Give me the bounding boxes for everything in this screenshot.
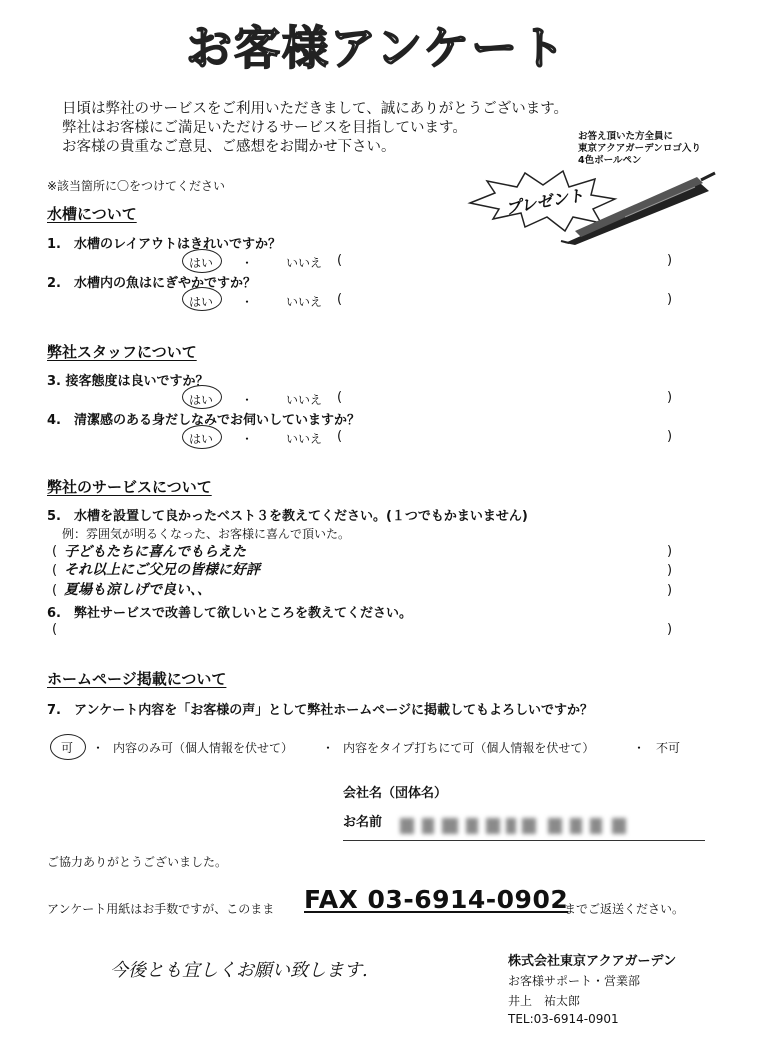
q4-separator: ・ (241, 432, 254, 446)
company-tel: TEL:03-6914-0901 (508, 1012, 619, 1026)
q1-close-paren: ) (667, 253, 673, 268)
company-person: 井上 祐太郎 (508, 994, 581, 1008)
intro-line-2: 弊社はお客様にご満足いただけるサービスを目指しています。 (62, 120, 467, 136)
q1-selected-circle (182, 249, 222, 273)
q3-answer-yes[interactable]: はい (189, 393, 214, 407)
company-dept: お客様サポート・営業部 (508, 974, 641, 988)
present-note-1: お答え頂いた方全員に (578, 131, 674, 142)
q3-open-paren: ( (337, 390, 343, 405)
q5-example: 例：雰囲気が明るくなった、お客様に喜んで頂いた。 (62, 527, 351, 541)
q5-answer-1-close-paren: ) (667, 544, 673, 559)
q3-selected-circle (182, 385, 222, 409)
q5-answer-2: それ以上にご父兄の皆様に好評 (64, 562, 260, 578)
q7-option-deny[interactable]: 不可 (656, 741, 681, 755)
q6-close-paren: ) (667, 622, 673, 637)
name-underline (343, 840, 705, 841)
intro-line-1: 日頃は弊社のサービスをご利用いただきまして、誠にありがとうございます。 (62, 101, 569, 117)
q5-answer-3-close-paren: ) (667, 583, 673, 598)
q5-answer-1-open-paren: ( (52, 544, 58, 559)
present-label: プレゼント (503, 185, 586, 219)
q1-separator: ・ (241, 256, 254, 270)
q5-answer-3: 夏場も涼しげで良い、、 (64, 582, 211, 598)
q3-separator: ・ (241, 393, 254, 407)
section-heading-service: 弊社のサービスについて (47, 478, 212, 496)
q4-open-paren: ( (337, 429, 343, 444)
q5-answer-2-close-paren: ) (667, 563, 673, 578)
company-name: 株式会社東京アクアガーデン (508, 954, 677, 969)
q3-close-paren: ) (667, 390, 673, 405)
question-4: 4. 清潔感のある身だしなみでお伺いしていますか？ (47, 413, 360, 428)
q7-option-allow[interactable]: 可 (61, 741, 74, 755)
section-heading-staff: 弊社スタッフについて (47, 343, 197, 361)
q3-answer-no[interactable]: いいえ (286, 393, 323, 407)
q4-answer-no[interactable]: いいえ (286, 432, 323, 446)
q2-separator: ・ (241, 295, 254, 309)
company-name-label: 会社名（団体名） (343, 786, 448, 801)
q4-answer-yes[interactable]: はい (189, 432, 214, 446)
question-6: 6. 弊社サービスで改善して欲しいところを教えてください。 (47, 606, 412, 621)
q2-answer-no[interactable]: いいえ (286, 295, 323, 309)
q2-open-paren: ( (337, 292, 343, 307)
page-title: お客様アンケート (186, 21, 568, 75)
question-3: 3. 接客態度は良いですか？ (47, 374, 209, 389)
section-heading-tank: 水槽について (47, 205, 137, 223)
q5-answer-2-open-paren: ( (52, 563, 58, 578)
q7-separator-2: ・ (322, 741, 335, 755)
q7-option-typed[interactable]: 内容をタイプ打ちにて可（個人情報を伏せて） (343, 741, 595, 755)
q2-selected-circle (182, 287, 222, 311)
q1-answer-yes[interactable]: はい (189, 256, 214, 270)
q2-close-paren: ) (667, 292, 673, 307)
q4-close-paren: ) (667, 429, 673, 444)
q6-open-paren: ( (52, 622, 58, 637)
q7-option-content-only[interactable]: 内容のみ可（個人情報を伏せて） (113, 741, 294, 755)
q2-answer-yes[interactable]: はい (189, 295, 214, 309)
intro-line-3: お客様の貴重なご意見、ご感想をお聞かせ下さい。 (62, 139, 396, 155)
q7-separator-1: ・ (92, 741, 105, 755)
fax-number: FAX 03-6914-0902 (304, 885, 569, 914)
customer-name-label: お名前 (343, 815, 383, 830)
q1-answer-no[interactable]: いいえ (286, 256, 323, 270)
q7-selected-circle (50, 734, 86, 760)
q1-open-paren: ( (337, 253, 343, 268)
present-note-2: 東京アクアガーデンロゴ入り (578, 143, 701, 154)
closing-message: 今後とも宜しくお願い致します. (110, 960, 368, 981)
thanks-text: ご協力ありがとうございました。 (47, 855, 228, 869)
present-note-3: 4色ボールペン (578, 155, 642, 166)
section-heading-homepage: ホームページ掲載について (47, 670, 227, 688)
q4-selected-circle (182, 425, 222, 449)
q5-answer-1: 子どもたちに喜んでもらえた (64, 544, 246, 560)
return-note-before: アンケート用紙はお手数ですが、このまま (47, 902, 275, 916)
return-note-after: までご返送ください。 (564, 902, 685, 916)
q7-separator-3: ・ (633, 741, 646, 755)
instruction-text: ※該当箇所に〇をつけてください (47, 179, 226, 193)
present-pen-illustration (465, 165, 725, 245)
question-1: 1. 水槽のレイアウトはきれいですか？ (47, 237, 281, 252)
question-5: 5. 水槽を設置して良かったベスト３を教えてください。(１つでもかまいません) (47, 509, 528, 524)
q5-answer-3-open-paren: ( (52, 583, 58, 598)
question-7: 7. アンケート内容を「お客様の声」として弊社ホームページに掲載してもよろしいですか？ (47, 703, 593, 718)
question-2: 2. 水槽内の魚はにぎやかですか？ (47, 276, 256, 291)
